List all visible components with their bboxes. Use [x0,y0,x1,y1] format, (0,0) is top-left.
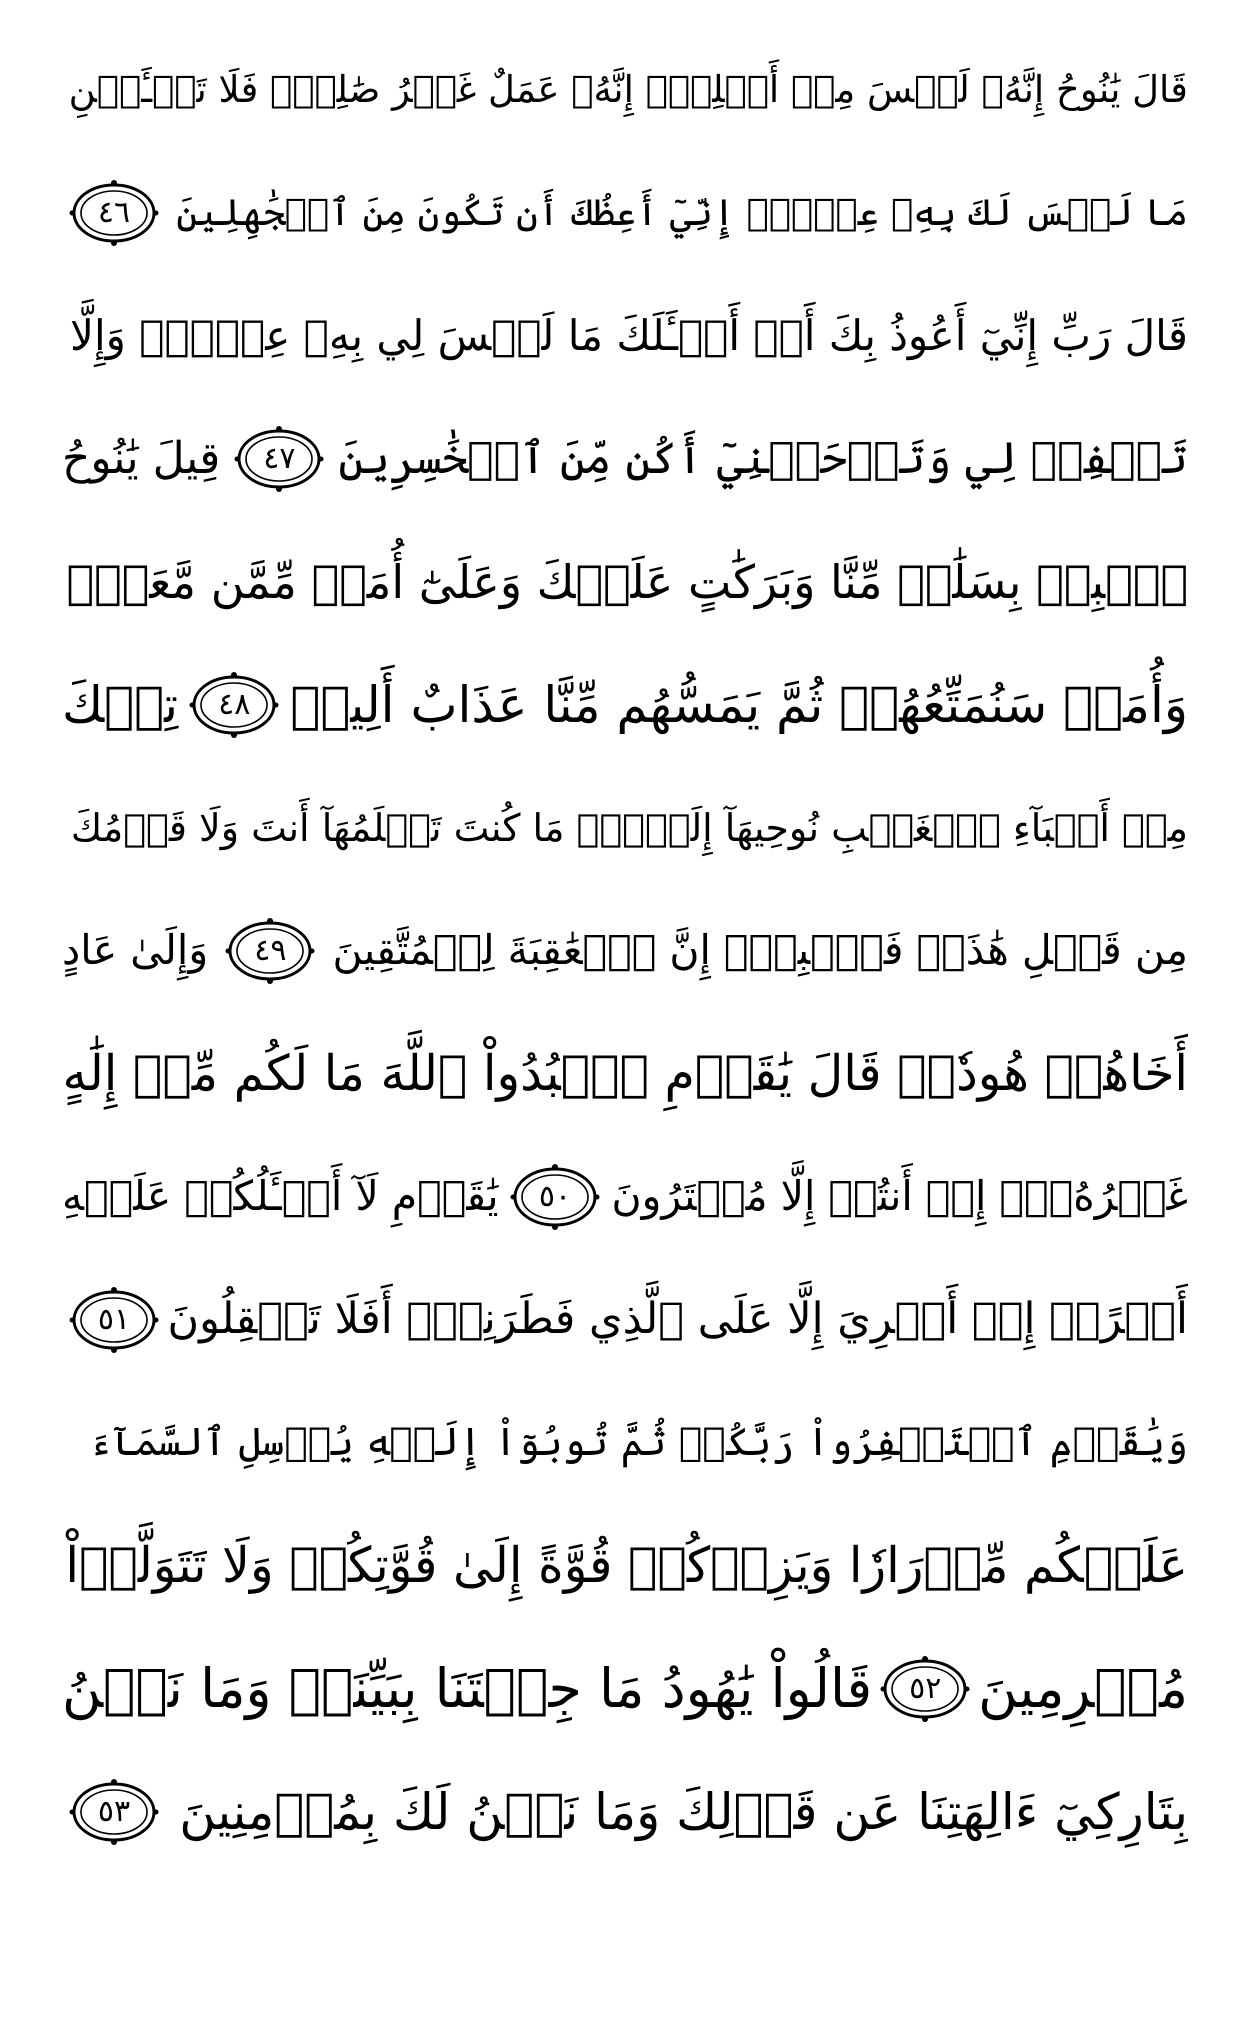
verse-text: أَجۡرًاۖ إِنۡ أَجۡرِيَ إِلَّا عَلَى ٱلَّذِي فَطَرَنِيٓۚ أَفَلَا تَعۡقِلُونَ [167,1294,1188,1344]
verse-text: أَخَاهُمۡ هُودٗاۚ قَالَ يَٰقَوۡمِ ٱعۡبُدُواْ ٱللَّهَ مَا لَكُم مِّنۡ إِلَٰهٍ [62,1045,1188,1102]
verse-text: يَٰقَوۡمِ لَآ أَسۡـَٔلُكُمۡ عَلَيۡهِ [62,1172,499,1220]
ayah-number: ٤٨ [218,687,251,722]
ayah-number-marker [233,425,325,493]
verse-line [62,274,1188,397]
verse-text: غَيۡرُهُۥٓۖ إِنۡ أَنتُمۡ إِلَّا مُفۡتَرُونَ [611,1172,1188,1220]
ayah-number: ٤٦ [97,195,131,230]
ayah-number-marker [188,671,280,739]
verse-line [62,1012,1188,1135]
ayah-number-marker [879,1655,971,1723]
ayah-number-marker [509,1163,601,1231]
ayah-number: ٥٢ [909,1671,942,1706]
ayah-number-marker [224,917,316,985]
ayah-number: ٥٠ [538,1179,572,1214]
verse-text: عَلَيۡكُم مِّدۡرَارٗا وَيَزِدۡكُمۡ قُوَّةً إِلَىٰ قُوَّتِكُمۡ وَلَا تَتَوَلَّوۡاْ [65,1537,1188,1594]
verse-text: مِنۡ أَنۢبَآءِ ٱلۡغَيۡبِ نُوحِيهَآ إِلَيۡكَۖ مَا كُنتَ تَعۡلَمُهَآ أَنتَ وَلَا قَوۡمُكَ [70,805,1188,850]
verse-line [62,28,1188,151]
verse-text: ٱهۡبِطۡ بِسَلَٰمٖ مِّنَّا وَبَرَكَٰتٍ عَلَيۡكَ وَعَلَىٰٓ أُمَمٖ مِّمَّن مَّعَكَۚ [66,554,1188,609]
verse-line [62,1258,1188,1381]
verse-line [62,520,1188,643]
ayah-number-marker [68,1286,160,1354]
verse-line [62,766,1188,889]
verse-line [62,889,1188,1012]
verse-text: وَإِلَىٰ عَادٍ [62,926,209,974]
verse-text: مَا لَيۡسَ لَكَ بِهِۦ عِلۡمٌۖ إِنِّيٓ أَعِظُكَ أَن تَكُونَ مِنَ ٱلۡجَٰهِلِينَ [176,191,1188,234]
verse-text: بِتَارِكِيٓ ءَالِهَتِنَا عَن قَوۡلِكَ وَمَا نَحۡنُ لَكَ بِمُؤۡمِنِينَ [179,1782,1188,1841]
verse-text: قَالَ يَٰنُوحُ إِنَّهُۥ لَيۡسَ مِنۡ أَهۡلِكَۖ إِنَّهُۥ عَمَلٌ غَيۡرُ صَٰلِحٖۖ فَلَا تَسۡـَٔلۡنِ [68,68,1188,111]
verse-line [62,1750,1188,1873]
verse-text: قَالَ رَبِّ إِنِّيٓ أَعُوذُ بِكَ أَنۡ أَسۡـَٔلَكَ مَا لَيۡسَ لِي بِهِۦ عِلۡمٞۖ وَإِلَّا [69,310,1188,360]
verse-text: وَأُمَمٞ سَنُمَتِّعُهُمۡ ثُمَّ يَمَسُّهُم مِّنَّا عَذَابٌ أَلِيمٞ [290,675,1188,734]
ayah-number: ٤٧ [263,441,296,476]
ayah-number-marker [68,179,160,247]
verse-line [62,1627,1188,1750]
ayah-number: ٥١ [97,1302,131,1337]
verse-text: تَغۡفِرۡ لِي وَتَرۡحَمۡنِيٓ أَكُن مِّنَ ٱلۡخَٰسِرِينَ [338,432,1188,484]
ayah-number: ٥٣ [97,1794,131,1829]
verse-text-block [62,28,1188,1873]
verse-text: مِن قَبۡلِ هَٰذَاۖ فَٱصۡبِرۡۖ إِنَّ ٱلۡعَٰقِبَةَ لِلۡمُتَّقِينَ [332,926,1188,974]
verse-line [62,1381,1188,1504]
verse-text: وَيَٰقَوۡمِ ٱسۡتَغۡفِرُواْ رَبَّكُمۡ ثُمَّ تُوبُوٓاْ إِلَيۡهِ يُرۡسِلِ ٱلسَّمَآءَ [89,1420,1188,1465]
verse-line [62,1135,1188,1258]
verse-line [62,1504,1188,1627]
verse-line [62,151,1188,274]
verse-line [62,397,1188,520]
verse-text: قَالُواْ يَٰهُودُ مَا جِئۡتَنَا بِبَيِّنَةٖ وَمَا نَحۡنُ [62,1656,873,1720]
verse-text: مُجۡرِمِينَ [978,1656,1188,1720]
verse-text: تِلۡكَ [62,675,179,734]
ayah-number: ٤٩ [254,933,287,968]
verse-line [62,643,1188,766]
verse-text: قِيلَ يَٰنُوحُ [62,432,221,484]
ayah-number-marker [68,1778,160,1846]
